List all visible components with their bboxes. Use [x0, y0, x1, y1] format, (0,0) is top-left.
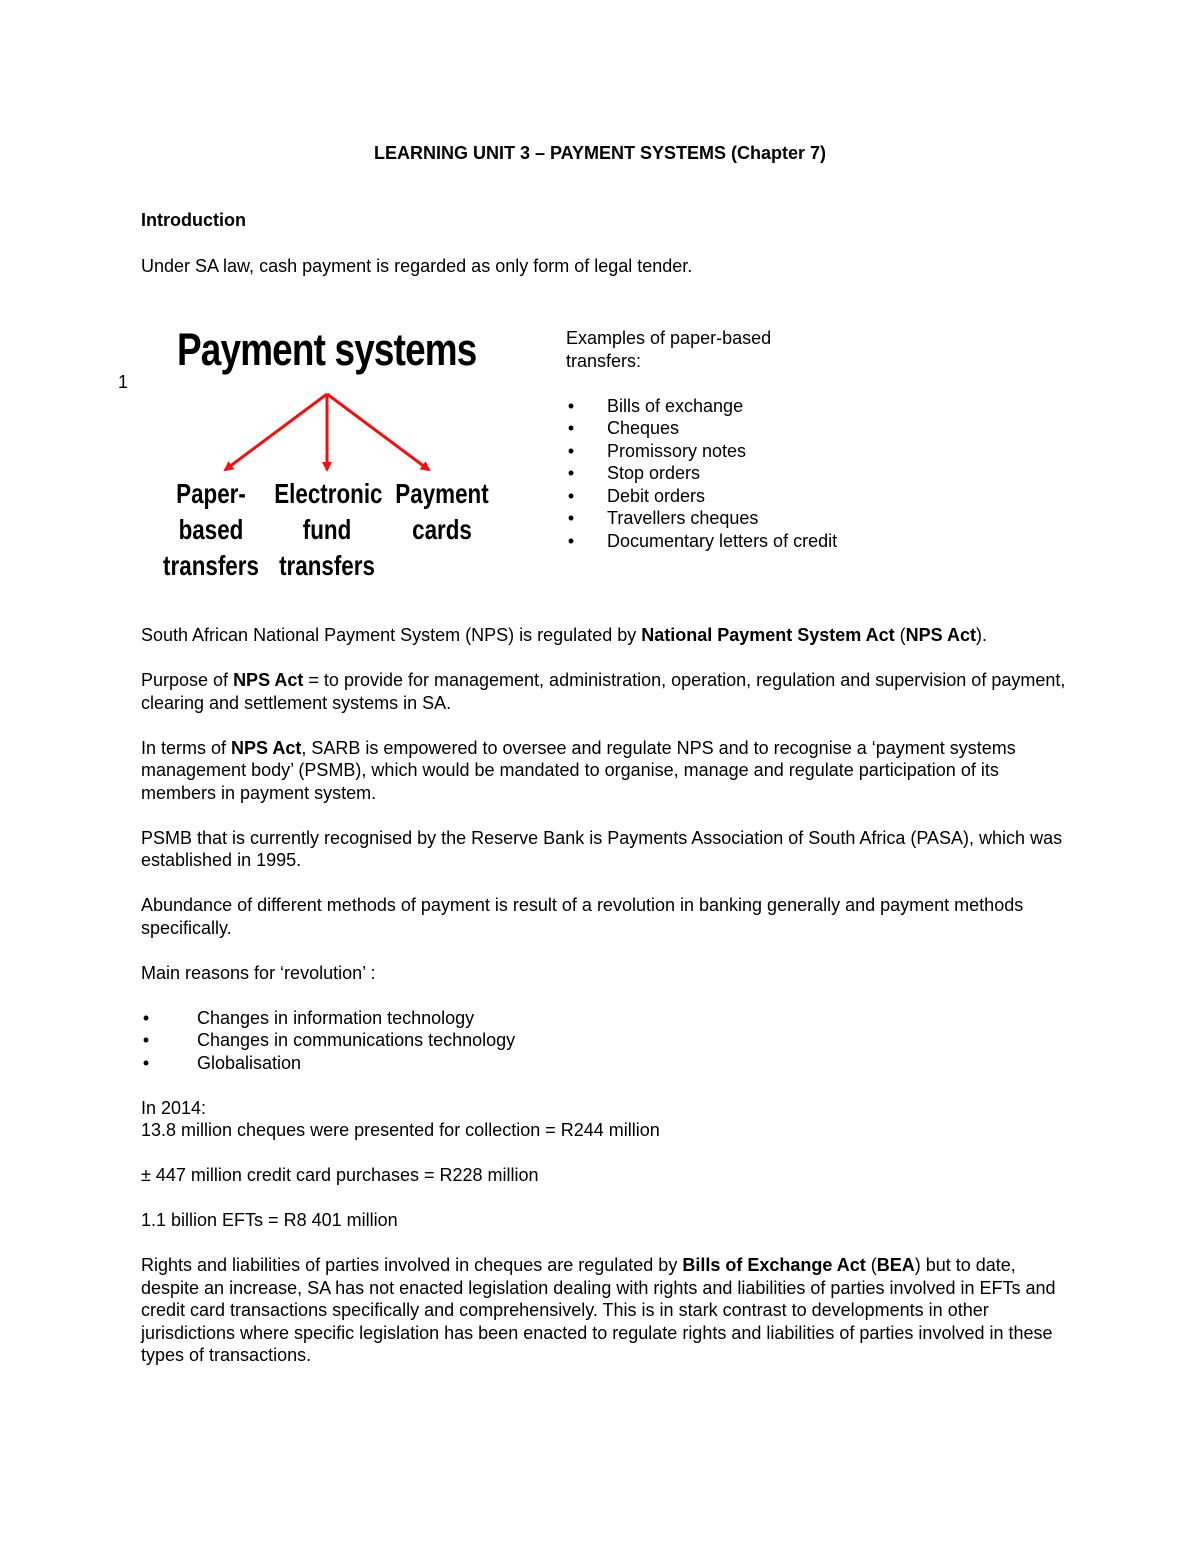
nps-act-name: National Payment System Act: [641, 625, 895, 645]
list-item-text: Travellers cheques: [607, 508, 759, 528]
branch-payment-cards: [395, 476, 489, 548]
bullet-icon: •: [567, 418, 575, 438]
bullet-icon: •: [567, 508, 575, 528]
bea-text: (: [865, 1255, 877, 1275]
branch-paper-based-line1: Paper-: [176, 478, 246, 509]
bullet-icon: •: [567, 485, 575, 506]
bullet-icon: •: [567, 440, 575, 461]
list-item-text: Promissory notes: [607, 440, 747, 461]
bea-act-abbrev: BEA: [876, 1255, 915, 1275]
list-item-text: Cheques: [607, 418, 680, 438]
branch-paper-based-line2: based: [178, 514, 244, 545]
diagram-title: Payment systems: [177, 324, 477, 375]
list-item: [141, 1029, 1066, 1052]
nps-text: ).: [976, 625, 988, 645]
branch-electronic-line2: fund: [302, 514, 352, 545]
bullet-icon: •: [567, 530, 575, 551]
bea-paragraph: [141, 1254, 1066, 1367]
branch-paper-based-line3: transfers: [163, 550, 259, 581]
nps-act-abbrev: NPS Act: [231, 737, 302, 758]
arrow-paper-based: [225, 394, 327, 470]
page-title: LEARNING UNIT 3 – PAYMENT SYSTEMS (Chapter 7): [373, 143, 827, 163]
branch-electronic: [274, 476, 383, 584]
list-item: [566, 530, 896, 553]
stats-cheques: 13.8 million cheques were presented for collection = R244 million: [141, 1120, 660, 1140]
list-item: [566, 485, 896, 508]
list-item: [566, 462, 896, 485]
sarb-paragraph: [141, 737, 1066, 805]
stats-cards: ± 447 million credit card purchases = R228 million: [141, 1165, 539, 1185]
list-item-text: Changes in communications technology: [197, 1030, 516, 1050]
list-item: [141, 1052, 1066, 1075]
branch-payment-cards-line1: Payment: [395, 478, 489, 509]
psmb-paragraph: PSMB that is currently recognised by the Reserve Bank is Payments Association of South Africa (PASA), which was established in 1995.: [141, 827, 1063, 870]
nps-act-abbrev: NPS Act: [905, 625, 977, 645]
body-text: [141, 624, 1066, 1389]
reasons-intro: Main reasons for ‘revolution’ :: [141, 962, 376, 983]
bea-act-name: Bills of Exchange Act: [682, 1255, 866, 1275]
stats-2014: [141, 1097, 1066, 1142]
intro-paragraph: Under SA law, cash payment is regarded as only form of legal tender.: [141, 256, 693, 276]
bullet-icon: •: [567, 463, 575, 483]
purpose-text: = to provide for management, administration, operation, regulation and supervision of payment, clearing and settlement systems in SA.: [141, 670, 1066, 713]
examples-intro-line2: transfers:: [566, 350, 642, 371]
arrow-payment-cards: [327, 394, 429, 470]
stats-efts: 1.1 billion EFTs = R8 401 million: [141, 1210, 398, 1230]
examples-intro-line1: Examples of paper-based: [566, 328, 772, 348]
branch-electronic-line1: Electronic: [274, 478, 383, 509]
abundance-paragraph: Abundance of different methods of payment is result of a revolution in banking generally and payment methods specifically.: [141, 895, 1024, 938]
bullet-icon: •: [142, 1052, 150, 1073]
purpose-text: Purpose of: [141, 670, 234, 690]
section-heading: Introduction: [141, 210, 246, 230]
examples-list: [566, 395, 896, 553]
list-item: [566, 507, 896, 530]
list-item-text: Debit orders: [607, 485, 706, 506]
statistics-block: [141, 1097, 1066, 1232]
list-item-text: Globalisation: [197, 1052, 302, 1073]
list-item-text: Changes in information technology: [197, 1007, 475, 1028]
payment-systems-diagram: [155, 318, 515, 588]
nps-text: (: [894, 625, 906, 645]
list-item: [141, 1007, 1066, 1030]
branch-payment-cards-line2: cards: [412, 514, 472, 545]
stats-year-line: In 2014:: [141, 1097, 207, 1118]
nps-text: South African National Payment System (NPS) is regulated by: [141, 625, 642, 645]
bea-text: ) but to date, despite an increase, SA has not enacted legislation dealing with rights and liabilities of parties involved in EFTs and credit card transactions specifically and comprehensively. This is in stark contrast to developments in other jurisdictions where specific legislation has been enacted to regulate rights and liabilities of parties involved in these types of transactions.: [141, 1255, 1056, 1365]
bullet-icon: •: [142, 1030, 150, 1050]
sarb-text: , SARB is empowered to oversee and regulate NPS and to recognise a ‘payment systems management body’ (PSMB), which would be mandated to organise, manage and regulate participation of its members in payment system.: [141, 737, 1016, 803]
bullet-icon: •: [567, 395, 575, 416]
footnote-marker: 1: [118, 372, 129, 392]
list-item: [566, 417, 896, 440]
branch-electronic-line3: transfers: [279, 550, 375, 581]
list-item-text: Documentary letters of credit: [607, 530, 838, 551]
list-item: [566, 395, 896, 418]
examples-box: [566, 327, 896, 552]
list-item-text: Stop orders: [607, 463, 701, 483]
list-item: [566, 440, 896, 463]
sarb-text: In terms of: [141, 737, 232, 758]
bea-text: Rights and liabilities of parties involved in cheques are regulated by: [141, 1255, 683, 1275]
nps-act-abbrev: NPS Act: [233, 670, 304, 690]
branch-paper-based: [161, 476, 260, 584]
list-item-text: Bills of exchange: [607, 395, 744, 416]
nps-paragraph: [141, 624, 1066, 647]
bullet-icon: •: [142, 1007, 150, 1028]
reasons-list: [141, 1007, 1066, 1075]
purpose-paragraph: [141, 669, 1066, 714]
